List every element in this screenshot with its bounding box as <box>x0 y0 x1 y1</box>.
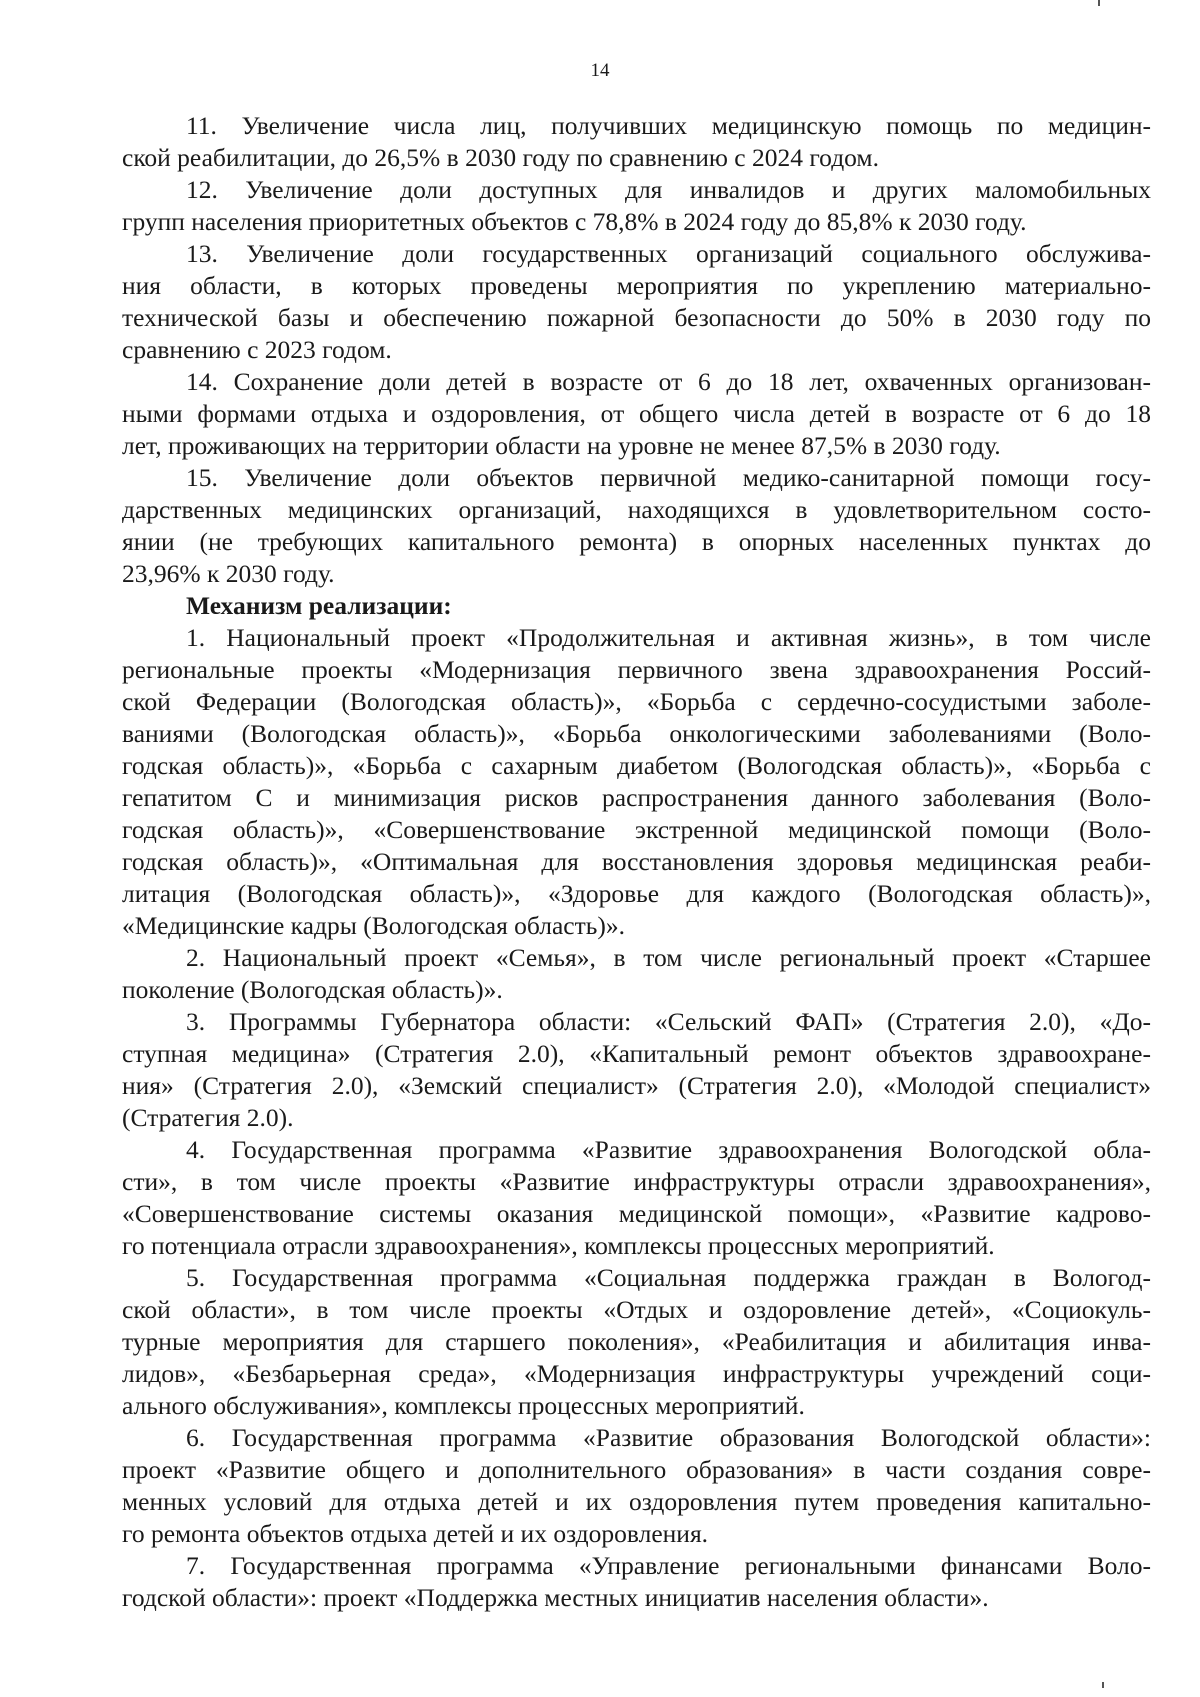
paragraph-line: ступная медицина» (Стратегия 2.0), «Капитальный ремонт объектов здравоохране- <box>122 1039 1151 1068</box>
paragraph-line: групп населения приоритетных объектов с 78,8% в 2024 году до 85,8% к 2030 году. <box>122 207 1027 236</box>
paragraph-line: ния области, в которых проведены мероприятия по укреплению материально- <box>122 271 1151 300</box>
scan-artifact <box>1098 0 1100 6</box>
paragraph-line: янии (не требующих капитального ремонта) в опорных населенных пунктах до <box>122 527 1151 556</box>
paragraph-line: сти», в том числе проекты «Развитие инфраструктуры отрасли здравоохранения», <box>122 1167 1151 1196</box>
paragraph-line: 23,96% к 2030 году. <box>122 559 335 588</box>
numbered-paragraph <box>122 110 1151 174</box>
paragraph-line: ными формами отдыха и оздоровления, от общего числа детей в возрасте от 6 до 18 <box>122 399 1151 428</box>
numbered-paragraph <box>122 1550 1151 1614</box>
paragraph-line: 6. Государственная программа «Развитие образования Вологодской области»: <box>186 1423 1151 1452</box>
paragraph-line: ния» (Стратегия 2.0), «Земский специалист» (Стратегия 2.0), «Молодой специалист» <box>122 1071 1151 1100</box>
paragraph-line: региональные проекты «Модернизация первичного звена здравоохранения Россий- <box>122 655 1151 684</box>
paragraph-line: ской области», в том числе проекты «Отдых и оздоровление детей», «Социокуль- <box>122 1295 1151 1324</box>
paragraph-line: (Стратегия 2.0). <box>122 1103 294 1132</box>
paragraph-line: 14. Сохранение доли детей в возрасте от 6 до 18 лет, охваченных организован- <box>186 367 1151 396</box>
document-body <box>122 110 1151 1614</box>
paragraph-line: поколение (Вологодская область)». <box>122 975 503 1004</box>
numbered-paragraph <box>122 238 1151 366</box>
paragraph-line: годская область)», «Совершенствование экстренной медицинской помощи (Воло- <box>122 815 1151 844</box>
paragraph-line: годской области»: проект «Поддержка местных инициатив населения области». <box>122 1583 989 1612</box>
paragraph-line: 13. Увеличение доли государственных организаций социального обслужива- <box>186 239 1151 268</box>
paragraph-line: 4. Государственная программа «Развитие здравоохранения Вологодской обла- <box>186 1135 1151 1164</box>
paragraph-line: годская область)», «Оптимальная для восстановления здоровья медицинская реаби- <box>122 847 1151 876</box>
numbered-paragraph <box>122 1134 1151 1262</box>
numbered-paragraph <box>122 366 1151 462</box>
paragraph-line: гепатитом С и минимизация рисков распространения данного заболевания (Воло- <box>122 783 1151 812</box>
numbered-paragraph <box>122 1006 1151 1134</box>
paragraph-line: 12. Увеличение доли доступных для инвалидов и других маломобильных <box>186 175 1151 204</box>
numbered-paragraph <box>122 174 1151 238</box>
paragraph-line: менных условий для отдыха детей и их оздоровления путем проведения капитально- <box>122 1487 1151 1516</box>
numbered-paragraph <box>122 1262 1151 1422</box>
paragraph-line: ального обслуживания», комплексы процессных мероприятий. <box>122 1391 805 1420</box>
paragraph-line: го ремонта объектов отдыха детей и их оздоровления. <box>122 1519 709 1548</box>
paragraph-line: литация (Вологодская область)», «Здоровье для каждого (Вологодская область)», <box>122 879 1151 908</box>
numbered-paragraph <box>122 622 1151 942</box>
paragraph-line: «Совершенствование системы оказания медицинской помощи», «Развитие кадрово- <box>122 1199 1151 1228</box>
paragraph-line: 7. Государственная программа «Управление региональными финансами Воло- <box>186 1551 1151 1580</box>
paragraph-line: 5. Государственная программа «Социальная поддержка граждан в Вологод- <box>186 1263 1151 1292</box>
paragraph-line: 11. Увеличение числа лиц, получивших медицинскую помощь по медицин- <box>186 111 1151 140</box>
paragraph-line: 15. Увеличение доли объектов первичной медико-санитарной помощи госу- <box>186 463 1151 492</box>
paragraph-line: турные мероприятия для старшего поколения», «Реабилитация и абилитация инва- <box>122 1327 1151 1356</box>
paragraph-line: дарственных медицинских организаций, находящихся в удовлетворительном состо- <box>122 495 1151 524</box>
paragraph-line: «Медицинские кадры (Вологодская область)». <box>122 911 626 940</box>
section-heading: Механизм реализации: <box>186 591 452 620</box>
numbered-paragraph <box>122 942 1151 1006</box>
paragraph-line: технической базы и обеспечению пожарной безопасности до 50% в 2030 году по <box>122 303 1151 332</box>
numbered-paragraph <box>122 1422 1151 1550</box>
paragraph-line: 2. Национальный проект «Семья», в том числе региональный проект «Старшее <box>186 943 1151 972</box>
paragraph-line: лет, проживающих на территории области на уровне не менее 87,5% в 2030 году. <box>122 431 1001 460</box>
paragraph-line: лидов», «Безбарьерная среда», «Модернизация инфраструктуры учреждений соци- <box>122 1359 1151 1388</box>
paragraph-line: годская область)», «Борьба с сахарным диабетом (Вологодская область)», «Борьба с <box>122 751 1151 780</box>
scan-artifact <box>1102 1682 1104 1688</box>
paragraph-line: 1. Национальный проект «Продолжительная и активная жизнь», в том числе <box>186 623 1151 652</box>
numbered-paragraph <box>122 462 1151 590</box>
paragraph-line: 3. Программы Губернатора области: «Сельский ФАП» (Стратегия 2.0), «До- <box>186 1007 1151 1036</box>
paragraph-line: проект «Развитие общего и дополнительного образования» в части создания совре- <box>122 1455 1151 1484</box>
paragraph-line: ваниями (Вологодская область)», «Борьба онкологическими заболеваниями (Воло- <box>122 719 1151 748</box>
page-number: 14 <box>590 60 610 81</box>
paragraph-line: сравнению с 2023 годом. <box>122 335 392 364</box>
paragraph-line: ской Федерации (Вологодская область)», «Борьба с сердечно-сосудистыми заболе- <box>122 687 1151 716</box>
paragraph-line: го потенциала отрасли здравоохранения», комплексы процессных мероприятий. <box>122 1231 995 1260</box>
paragraph-line: ской реабилитации, до 26,5% в 2030 году по сравнению с 2024 годом. <box>122 143 879 172</box>
